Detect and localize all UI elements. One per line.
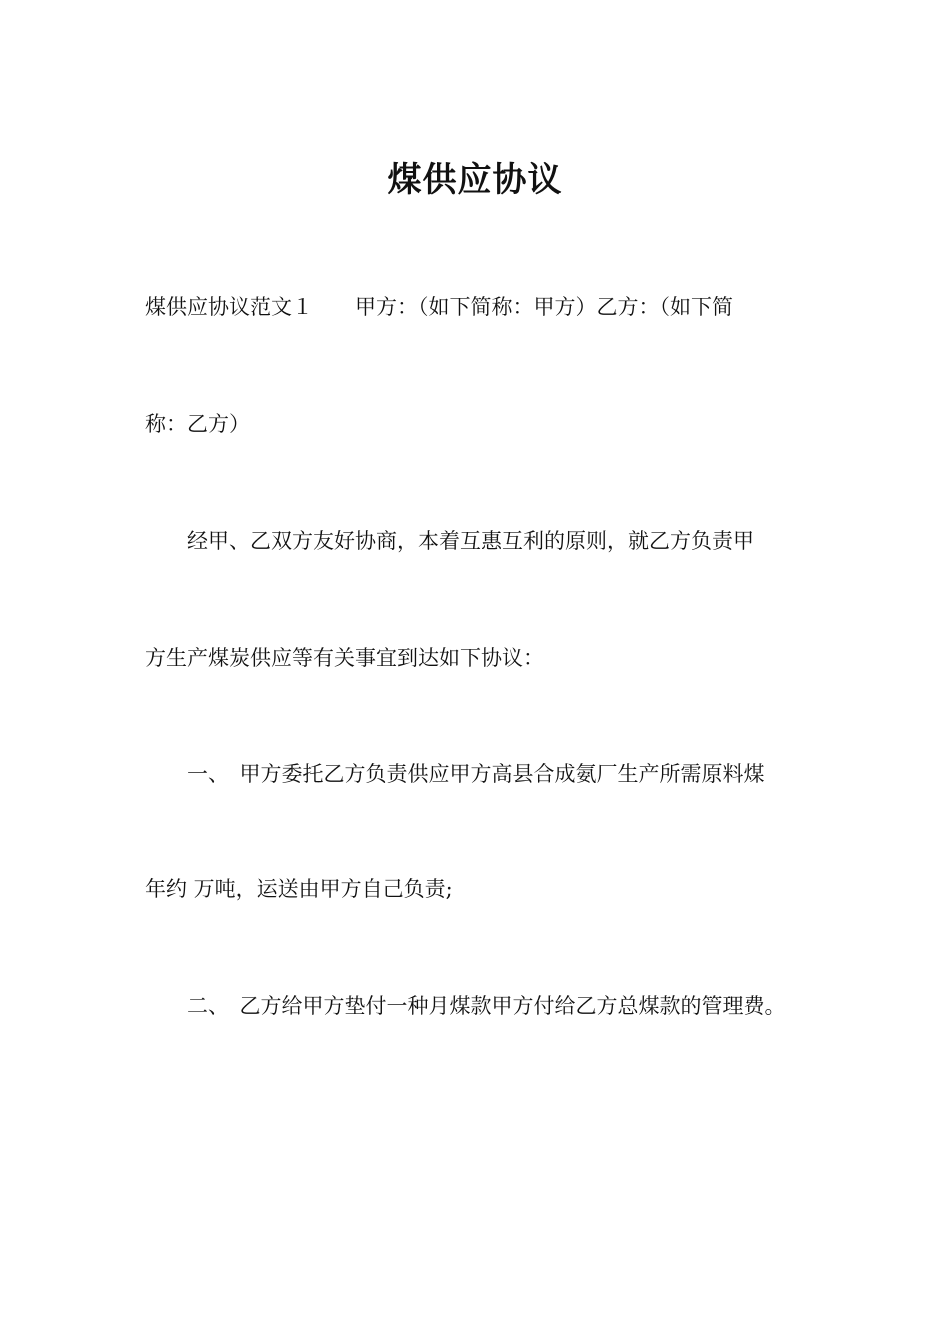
body-line: 一、 甲方委托乙方负责供应甲方高县合成氨厂生产所需原料煤 <box>145 762 765 786</box>
body-line: 二、 乙方给甲方垫付一种月煤款甲方付给乙方总煤款的管理费。 <box>145 994 786 1018</box>
body-line: 年约 万吨，运送由甲方自己负责; <box>145 877 453 901</box>
body-line: 方生产煤炭供应等有关事宜到达如下协议： <box>145 646 544 670</box>
document-title: 煤供应协议 <box>387 160 563 200</box>
body-line: 称：乙方） <box>145 412 250 436</box>
body-line: 经甲、乙双方友好协商，本着互惠互利的原则，就乙方负责甲 <box>145 529 754 553</box>
body-line: 煤供应协议范文１ 甲方：（如下简称：甲方）乙方：（如下简 <box>145 295 733 319</box>
